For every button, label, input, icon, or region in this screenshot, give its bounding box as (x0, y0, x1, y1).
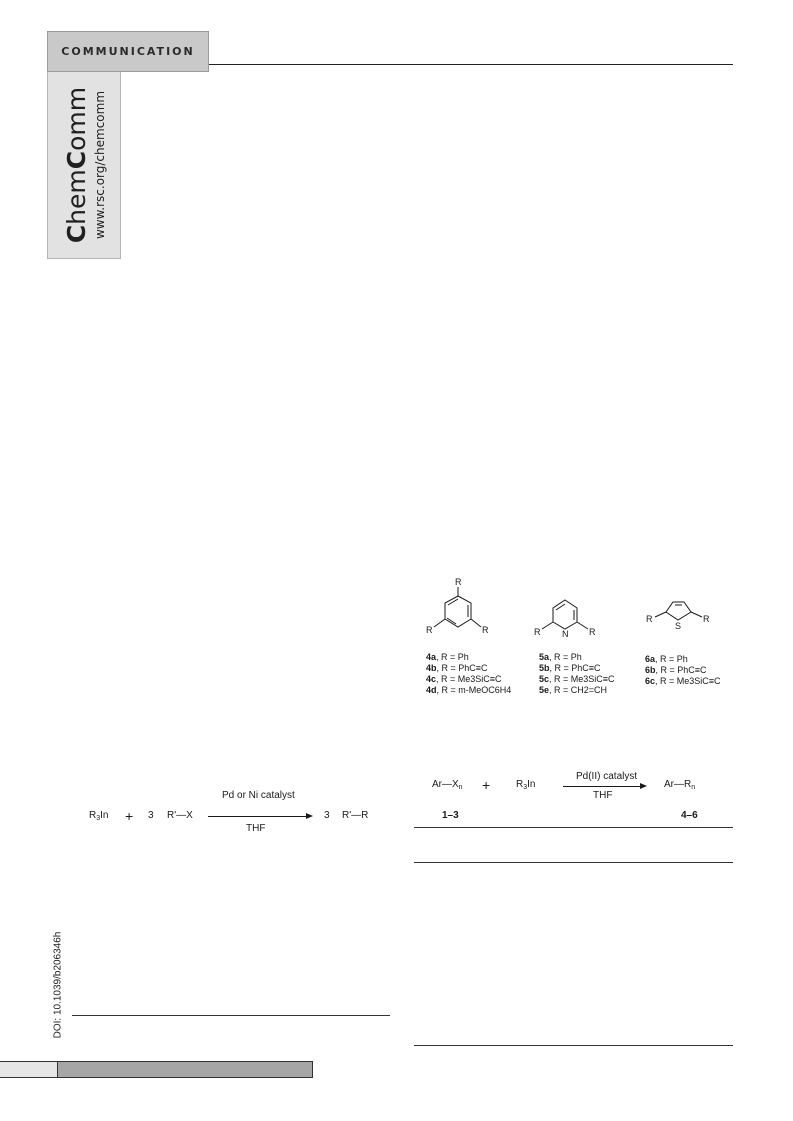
scheme1-solvent: THF (246, 823, 266, 834)
compound-4c: 4c, R = Me3SiC≡C (426, 674, 502, 684)
header-rule (209, 64, 733, 65)
scheme1-product-coefficient: 3 (324, 810, 330, 821)
benzene-r-left: R (426, 625, 433, 635)
section-label: COMMUNICATION (47, 31, 209, 72)
scheme1-reagent-rx: R'—X (167, 810, 193, 821)
structure-drawings (414, 575, 734, 645)
journal-logo: ChemComm (62, 86, 91, 244)
scheme1-arrow (208, 816, 308, 817)
table-bottom-rule (414, 1045, 733, 1046)
compound-4d: 4d, R = m-MeOC6H4 (426, 685, 512, 695)
compound-6b: 6b, R = PhC≡C (645, 665, 707, 675)
pyridine-ring (542, 600, 588, 629)
thiophene-s: S (675, 621, 682, 631)
footer-bar (57, 1061, 313, 1078)
doi-label: DOI: 10.1039/b206346h (52, 931, 64, 1039)
scheme1-arrowhead (306, 813, 313, 819)
scheme2-reactant: $Ar—X_n$ (432, 779, 463, 791)
pyridine-r-left: R (534, 627, 541, 637)
table-top-rule (414, 827, 733, 828)
scheme1-catalyst: Pd or Ni catalyst (222, 790, 295, 801)
compound-4b: 4b, R = PhC≡C (426, 663, 488, 673)
scheme2-product-ids: 4–6 (681, 810, 698, 821)
footnote-rule (72, 1015, 390, 1016)
footer-bar-left (0, 1061, 57, 1078)
scheme2-arrowhead (640, 783, 647, 789)
scheme1-reagent-r3in: $R_3In$ (89, 810, 109, 822)
journal-logo-panel (47, 72, 121, 259)
benzene-ring (434, 587, 481, 627)
benzene-r-right: R (482, 625, 489, 635)
scheme2-reagent: $R_3In$ (516, 779, 536, 791)
pyridine-n: N (562, 629, 569, 639)
compound-list-5 (539, 652, 615, 696)
compound-list-6 (645, 654, 721, 687)
compound-4a: 4a, R = Ph (426, 652, 469, 662)
benzene-r-top: R (455, 577, 462, 587)
compound-6a: 6a, R = Ph (645, 654, 688, 664)
scheme2-catalyst: Pd(II) catalyst (576, 771, 638, 782)
compound-5e: 5e, R = CH2=CH (539, 685, 608, 695)
compound-5b: 5b, R = PhC≡C (539, 663, 601, 673)
table-header-rule (414, 862, 733, 863)
pyridine-r-right: R (589, 627, 596, 637)
compound-5a: 5a, R = Ph (539, 652, 582, 662)
thiophene-r-left: R (646, 614, 653, 624)
scheme1-coefficient: 3 (148, 810, 154, 821)
scheme2-reactant-ids: 1–3 (442, 810, 459, 821)
journal-url: www.rsc.org/chemcomm (93, 90, 107, 240)
scheme2-product: $Ar—R_n$ (664, 779, 696, 791)
thiophene-r-right: R (703, 614, 710, 624)
scheme1-product: R'—R (342, 810, 369, 821)
compound-6c: 6c, R = Me3SiC≡C (645, 676, 721, 686)
thiophene-ring (655, 602, 702, 620)
scheme2-arrow (563, 786, 642, 787)
compound-5c: 5c, R = Me3SiC≡C (539, 674, 615, 684)
scheme2-plus: + (482, 777, 491, 793)
scheme2-solvent: THF (593, 790, 613, 801)
scheme1-plus: + (125, 808, 134, 824)
compound-list-4 (426, 652, 511, 696)
